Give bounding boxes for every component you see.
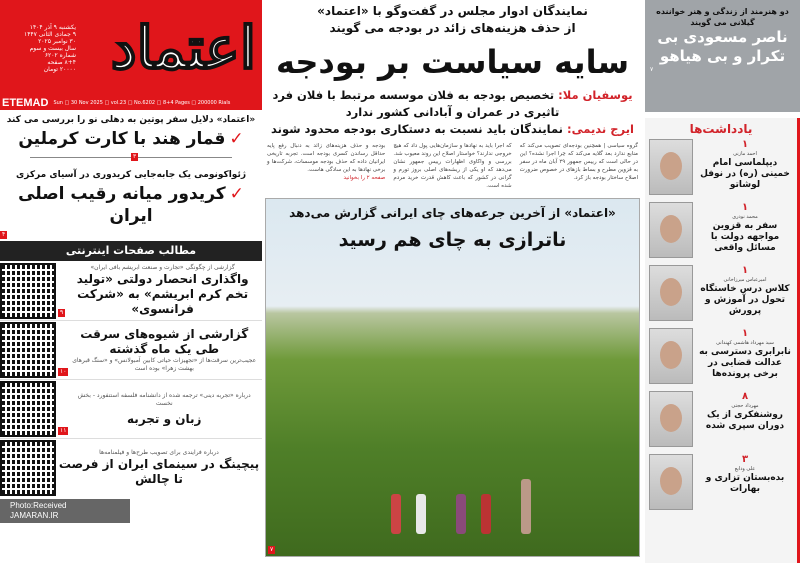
left-column [0, 0, 262, 563]
quote-1 [265, 87, 640, 121]
logo: اعتماد [110, 14, 256, 82]
notes-title: یادداشت‌ها [689, 122, 753, 136]
main-column [265, 0, 640, 563]
quote-text: نمایندگان باید نسبت به دستکاری بودجه محدود شوند [271, 122, 564, 136]
watermark-line: Photo:Received [10, 501, 67, 510]
feature-headline: ناصر مسعودی بی تکرار و بی هیاهو [657, 28, 788, 65]
author-photo [649, 139, 693, 195]
masthead-strip [0, 96, 262, 110]
headline-text: کریدور میانه رقیب اصلی ایران [18, 184, 226, 226]
photo-kicker: «اعتماد» از آخرین جرعه‌های چای ایرانی گزارش می‌دهد [289, 206, 616, 220]
page-badge: ۷ [270, 546, 274, 553]
page-badge: ۳ [133, 153, 137, 160]
tea-field-photo[interactable] [265, 198, 640, 557]
item-kicker: گزارشی از چگونگی «تجارت و صنعت ابریشم بافی ایران» [90, 264, 235, 271]
note-item[interactable] [649, 139, 793, 199]
item-headline: گزارشی از شیوه‌های سرقت طی یک ماه گذشته [80, 327, 249, 356]
note-page: ۳ [741, 454, 749, 465]
note-title: کلاس درس خاستگاه تحول در آموزش و پرورش [700, 284, 790, 316]
online-item[interactable] [0, 439, 262, 497]
latin-title: ETEMAD [2, 97, 49, 109]
note-title: سفر به قزوین مواجهه دولت با مسائل واقعی [710, 221, 780, 253]
issue-info: Sun □ 30 Nov 2025 □ vol.23 □ No.6202 □ 8+4 Pages □ 200000 Rials [53, 99, 231, 106]
note-author: علی ودایع [734, 466, 756, 472]
qr-code-icon[interactable] [2, 324, 54, 376]
picker-figure [391, 494, 401, 534]
note-item[interactable] [649, 391, 793, 451]
issue-line: شماره ۶۲۰۲ [44, 51, 76, 59]
section-bar: مطالب صفحات اینترنتی [0, 241, 262, 261]
online-items [0, 261, 262, 497]
page-badge: ۴ [2, 231, 6, 238]
body-column: گروه سیاسی | همچنین بودجه‌ای تصویب می‌کند که منابع ندارد بعد گلایه می‌کند که چرا اجرا نشده؟ این در حالی است که رییس جمهور ۲۹ آبان ماه در سفر به قزوین مطرح و بساط بازهای در خصوص ضرورت اصلاح ساختار بودجه باز کرد. [519, 143, 638, 181]
watermark [0, 499, 130, 523]
price-line: ۲۰۰۰۰ تومان [43, 65, 76, 73]
item-kicker: درباره «تجربه دینی» ترجمه شده از دانشنامه فلسفه استنفورد - بخش نخست [77, 391, 251, 407]
date-line: ۳۰ نوامبر ۲۰۲۵ [38, 37, 76, 45]
note-author: مهرداد حجتی [731, 403, 759, 409]
note-item[interactable] [649, 265, 793, 325]
main-kicker: از حذف هزینه‌های زائد در بودجه می گویند [329, 21, 576, 35]
page-badge: ۹ [60, 309, 64, 316]
picker-figure [521, 479, 531, 534]
picker-figure [456, 494, 466, 534]
qr-code-icon[interactable] [2, 383, 54, 435]
item-headline: پیچینگ در سینمای ایران از فرصت تا چالش [58, 457, 260, 486]
item-headline: واگذاری انحصار دولتی «تولید تخم کرم ابریشم» به «شرکت فرانسوی» [76, 272, 249, 316]
date-line: یکشنبه ۹ آذر ۱۴۰۴ [29, 23, 76, 31]
item-headline: زبان و تجربه [127, 411, 202, 426]
qr-code-icon[interactable] [2, 442, 54, 494]
pages-line: ۸+۴ صفحه [47, 58, 76, 66]
quote-2 [265, 121, 640, 138]
note-item[interactable] [649, 202, 793, 262]
feature-kicker: دو هنرمند از زندگی و هنر خواننده گیلانی می گویند [656, 7, 789, 27]
author-photo [649, 265, 693, 321]
author-photo [649, 328, 693, 384]
divider [30, 153, 232, 160]
online-item[interactable] [0, 321, 262, 380]
check-icon: ✓ [229, 129, 244, 149]
note-page: ۱ [741, 265, 749, 276]
body-column: که اجرا باید به نهادها و سازمان‌هایی پول داد که هیچ خروجی ندارند؟ خواستار اصلاح این روند معیوب شد. بررسی و واکاوی اظهارات رییس جمهور نشان می‌دهد که او یکی از ریشه‌های اصلی بروز تورم و گرانی در کشور که باعث کاهش قدرت خرید مردم شده است. [393, 143, 512, 189]
author-photo [649, 202, 693, 258]
date-info [6, 24, 76, 73]
headline-text: قمار هند با کارت کرملین [18, 129, 226, 149]
item-kicker: درباره فرایندی برای تصویب طرح‌ها و فیلمنامه‌ها [99, 449, 219, 456]
item-sub: عجیب‌ترین سرقت‌ها از «تجهیزات حیاتی کابین آمبولانس» و «سنگ قبرهای بهشت زهرا» بوده است [72, 357, 257, 372]
qr-code-icon[interactable] [2, 265, 54, 317]
story-kicker: «اعتماد» دلایل سفر پوتین به دهلی نو را بررسی می کند [6, 115, 256, 125]
author-photo [649, 391, 693, 447]
main-kicker: نمایندگان ادوار مجلس در گفت‌وگو با «اعتماد» [317, 4, 588, 18]
check-icon: ✓ [229, 184, 244, 204]
picker-figure [481, 494, 491, 534]
continue-link[interactable]: صفحه ۲ را بخوانید [343, 175, 386, 181]
quote-text: تخصیص بودجه به فلان موسسه مرتبط با فلان فرد تاثیری در عمران و آبادانی کشور ندارد [272, 88, 560, 119]
note-author: احمد مازنی [733, 151, 757, 157]
watermark-line: JAMARAN.IR [10, 511, 59, 520]
feature-box[interactable] [645, 0, 800, 112]
notes-section [645, 118, 800, 563]
note-author: محمد نوذری [732, 214, 758, 220]
page-badge: ۱۰ [60, 368, 67, 375]
note-title: نابرابری دسترسی به عدالت قضایی در برخی پرونده‌ها [699, 347, 791, 379]
page-badge: ۱۱ [60, 427, 67, 434]
body-column [267, 142, 385, 190]
author-photo [649, 454, 693, 510]
year-line: سال بیست و سوم [29, 44, 76, 52]
note-item[interactable] [649, 454, 793, 514]
note-author: سید مهرداد هاشمی کهندانی [716, 340, 774, 346]
note-page: ۸ [741, 391, 749, 402]
photo-headline: ناترازی به چای هم رسید [338, 229, 567, 251]
note-title: روشنفکری از یک دوران سپری شده [705, 410, 785, 431]
note-title: بده‌بستان تزاری و بهارات [705, 473, 785, 494]
story-headline[interactable] [0, 128, 262, 150]
right-column [645, 0, 800, 563]
note-title: دیپلماسی امام خمینی (ره) در نوفل لوشاتو [700, 158, 790, 190]
note-page: ۱ [741, 202, 749, 213]
online-item[interactable] [0, 380, 262, 439]
note-page: ۱ [741, 328, 749, 339]
story-kicker: ژئواکونومی یک جابه‌جایی کریدوری در آسیای مرکزی [15, 170, 247, 180]
masthead [0, 0, 262, 110]
note-page: ۱ [741, 139, 749, 150]
note-item[interactable] [649, 328, 793, 388]
quote-name: ایرج ندیمی: [567, 122, 634, 136]
story-headline[interactable] [0, 183, 262, 227]
main-headline[interactable]: سایه سیاست بر بودجه [275, 43, 630, 81]
online-item[interactable] [0, 261, 262, 321]
body-text: بودجه و حذف هزینه‌های زائد به دنبال رفع پایه حداقل رساندن کسری بودجه است. تجربه تاریخی ایرانیان داده که حذف بودجه موسسات، شرکت‌ها و برخی نهادها به این سادگی هاست. [267, 143, 386, 173]
article-body [265, 138, 640, 194]
picker-figure [416, 494, 426, 534]
quote-name: یوسفیان ملا: [558, 88, 633, 102]
date-line: ۹ جمادی الثانی ۱۴۴۷ [23, 30, 76, 38]
page-number: ۷ [650, 66, 654, 73]
note-author: امیرعباس میرزاخانی [723, 277, 767, 283]
